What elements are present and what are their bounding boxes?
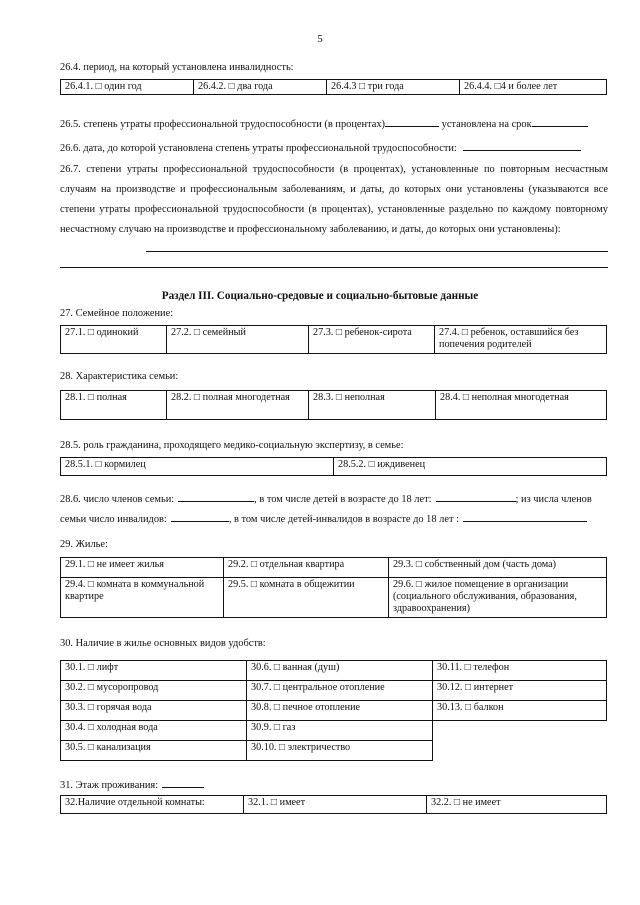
term-field[interactable] [532,117,588,127]
housing-table [60,557,607,618]
amenity-phone[interactable]: 30.11. □ телефон [433,661,607,681]
amenity-hot-water[interactable]: 30.3. □ горячая вода [61,701,247,721]
family-status-option-1[interactable]: 27.1. □ одинокий [61,326,167,354]
housing-option-5[interactable]: 29.5. □ комната в общежитии [224,578,389,618]
period-option-1[interactable]: 26.4.1. □ один год [61,80,194,95]
disabled-count-label: семьи число инвалидов: [60,514,167,525]
family-size-row-2 [60,512,587,525]
family-role-label: 28.5. роль гражданина, проходящего медико-социальную экспертизу, в семье: [60,440,404,451]
disabled-children-label: , в том числе детей-инвалидов в возрасте до 18 лет : [228,514,459,525]
members-of-which-label: ; из числа членов [515,494,592,505]
amenity-garbage-chute[interactable]: 30.2. □ мусоропровод [61,681,247,701]
housing-option-2[interactable]: 29.2. □ отдельная квартира [224,558,389,578]
repeated-injuries-field-line-2[interactable] [60,267,608,268]
amenity-gas[interactable]: 30.9. □ газ [247,721,433,741]
section-3-title: Раздел III. Социально-средовые и социально-бытовые данные [161,290,479,302]
amenity-bath[interactable]: 30.6. □ ванная (душ) [247,661,433,681]
family-size-field[interactable] [178,492,254,502]
percent-field[interactable] [385,117,439,127]
housing-option-6[interactable]: 29.6. □ жилое помещение в организации (социального обслуживания, образования, здравоохранения) [389,578,607,618]
term-label: установлена на срок [441,119,532,130]
amenity-central-heating[interactable]: 30.7. □ центральное отопление [247,681,433,701]
page-number: 5 [317,33,323,45]
loss-date-field[interactable] [463,141,581,151]
housing-option-3[interactable]: 29.3. □ собственный дом (часть дома) [389,558,607,578]
disabled-children-field[interactable] [463,512,587,522]
family-type-table [60,390,607,420]
amenities-col-3 [432,660,607,721]
separate-room-has[interactable]: 32.1. □ имеет [244,796,427,814]
family-status-option-4[interactable]: 27.4. □ ребенок, оставшийся без попечения родителей [435,326,607,354]
family-type-option-2[interactable]: 28.2. □ полная многодетная [167,391,309,420]
floor-field[interactable] [162,778,204,788]
repeated-injuries-field-line-1[interactable] [146,251,608,252]
floor-label: 31. Этаж проживания: [60,780,159,791]
children-count-label: , в том числе детей в возрасте до 18 лет: [254,494,432,505]
period-table [60,79,607,95]
amenity-sewerage[interactable]: 30.5. □ канализация [61,741,247,761]
period-label: 26.4. период, на который установлена инвалидность: [60,62,294,73]
separate-room-has-not[interactable]: 32.2. □ не имеет [427,796,607,814]
children-count-field[interactable] [436,492,516,502]
family-status-label: 27. Семейное положение: [60,308,174,319]
loss-date-label: 26.6. дата, до которой установлена степень утраты профессиональной трудоспособности: [60,143,457,154]
housing-label: 29. Жилье: [60,539,108,550]
work-capacity-loss-text: 26.5. степень утраты профессиональной трудоспособности (в процентах) [60,119,386,130]
amenity-internet[interactable]: 30.12. □ интернет [433,681,607,701]
separate-room-table [60,795,607,814]
family-status-option-3[interactable]: 27.3. □ ребенок-сирота [309,326,435,354]
family-size-row-1 [60,492,592,505]
repeated-injuries-text: 26.7. степени утраты профессиональной трудоспособности (в процентах), установленные по повторным несчастным случаям на производстве и профессиональным заболеваниям, и даты, до которых они установлены (указываются все степени утраты профессиональной трудоспособности (в процентах), установленные раздельно по каждому повторному несчастному случаю на производстве и профессиональному заболеванию, и даты, до которых они установлены): [60,164,608,235]
housing-option-4[interactable]: 29.4. □ комната в коммунальной квартире [61,578,224,618]
amenities-label: 30. Наличие в жилье основных видов удобств: [60,638,266,649]
family-role-option-2[interactable]: 28.5.2. □ иждивенец [334,458,607,476]
period-option-4[interactable]: 26.4.4. □4 и более лет [460,80,607,95]
family-role-option-1[interactable]: 28.5.1. □ кормилец [61,458,334,476]
work-capacity-loss-label [60,117,588,130]
housing-option-1[interactable]: 29.1. □ не имеет жилья [61,558,224,578]
family-role-table [60,457,607,476]
amenities-col-1 [60,660,247,761]
family-status-option-2[interactable]: 27.2. □ семейный [167,326,309,354]
family-type-option-1[interactable]: 28.1. □ полная [61,391,167,420]
amenities-col-2 [246,660,433,761]
amenity-cold-water[interactable]: 30.4. □ холодная вода [61,721,247,741]
disabled-count-field[interactable] [171,512,229,522]
family-type-option-4[interactable]: 28.4. □ неполная многодетная [436,391,607,420]
period-option-2[interactable]: 26.4.2. □ два года [194,80,327,95]
period-option-3[interactable]: 26.4.3 □ три года [327,80,460,95]
amenity-balcony[interactable]: 30.13. □ балкон [433,701,607,721]
family-status-table [60,325,607,354]
amenity-electricity[interactable]: 30.10. □ электричество [247,741,433,761]
family-type-option-3[interactable]: 28.3. □ неполная [309,391,436,420]
family-size-label: 28.6. число членов семьи: [60,494,175,505]
floor-row [60,778,204,791]
amenity-stove-heating[interactable]: 30.8. □ печное отопление [247,701,433,721]
family-type-label: 28. Характеристика семьи: [60,371,179,382]
separate-room-label: 32.Наличие отдельной комнаты: [61,796,244,814]
amenity-elevator[interactable]: 30.1. □ лифт [61,661,247,681]
loss-date-row [60,141,581,154]
